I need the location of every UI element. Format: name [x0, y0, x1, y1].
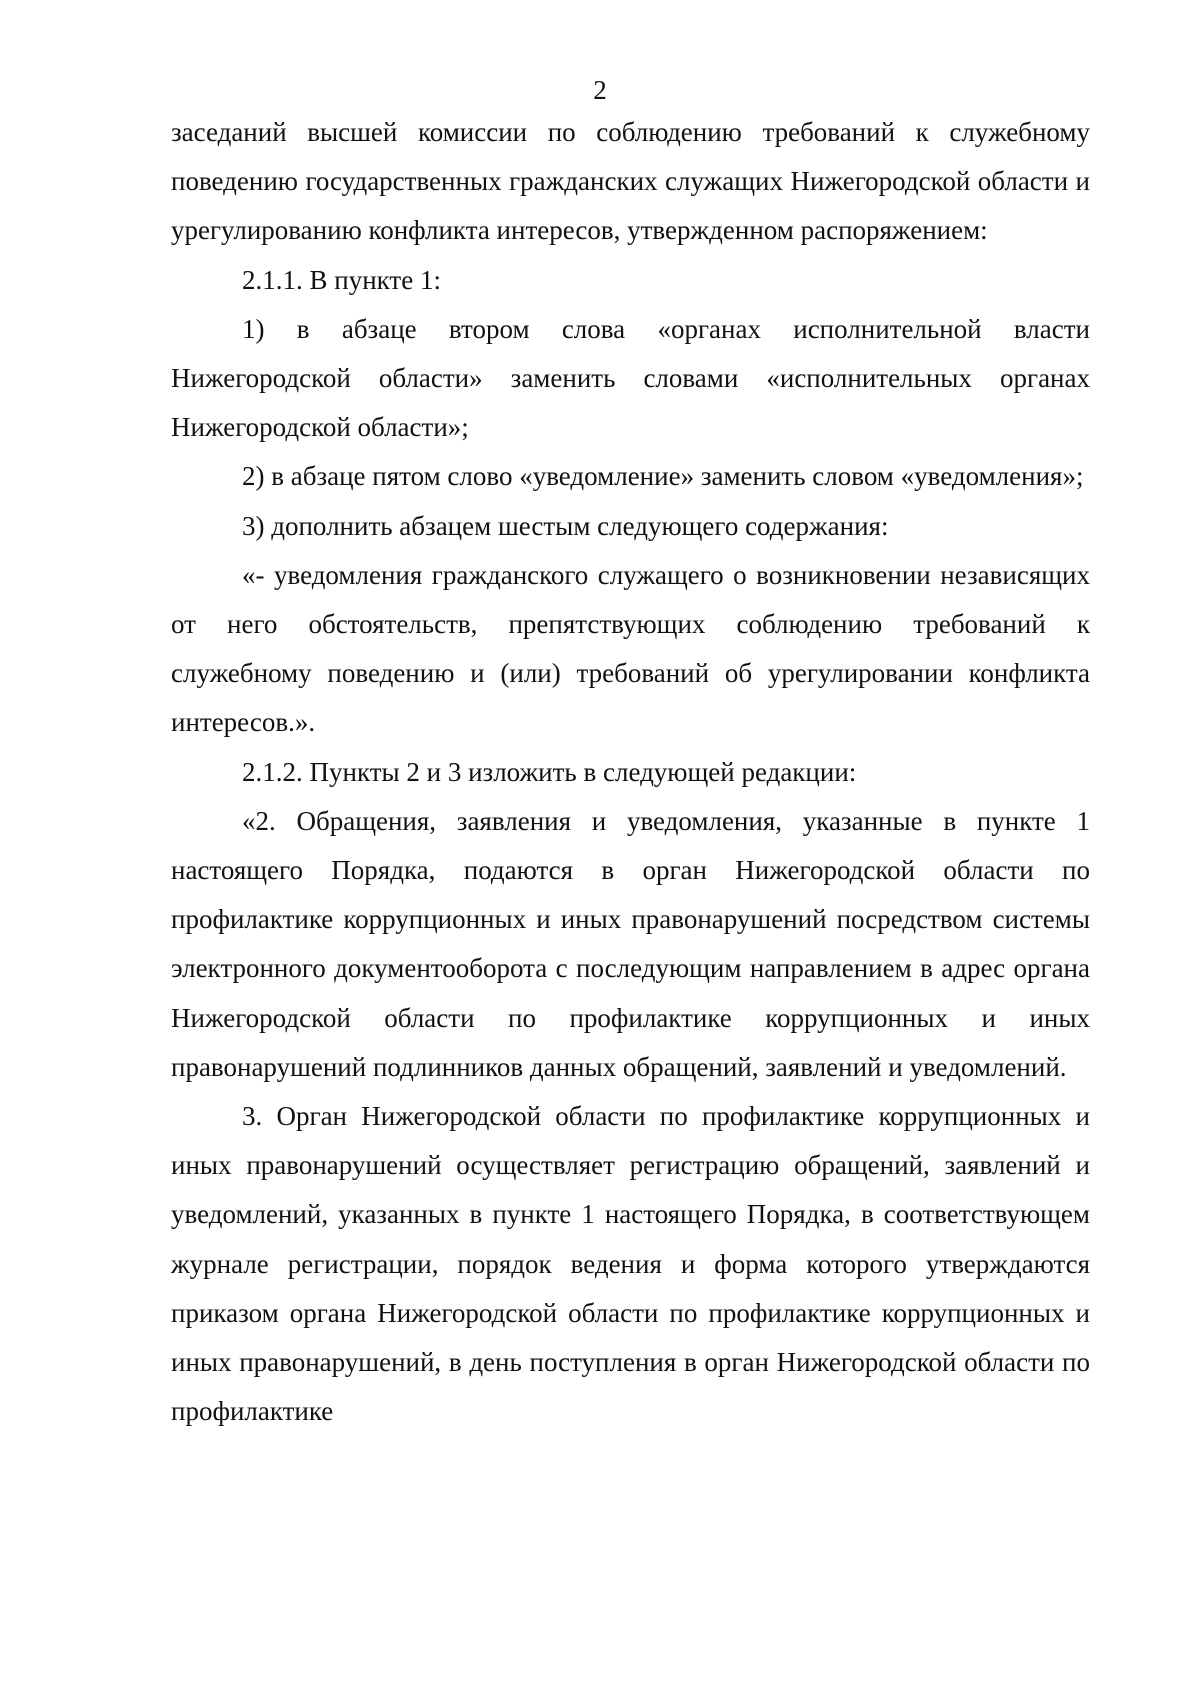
paragraph-clause-2-1-2: 2.1.2. Пункты 2 и 3 изложить в следующей редакции:	[242, 756, 857, 787]
document-body	[171, 108, 1090, 1436]
paragraph-point-3: 3. Орган Нижегородской области по профилактике коррупционных и иных правонарушений осуществляет регистрацию обращений, заявлений и уведомлений, указанных в пункте 1 настоящего Порядка, в соответствующем журнале регистрации, порядок ведения и форма которого утверждаются приказом органа Нижегородской области по профилактике коррупционных и иных правонарушений, в день поступления в орган Нижегородской области по профилактике	[171, 1101, 1090, 1427]
paragraph-clause-2-1-1: 2.1.1. В пункте 1:	[242, 264, 441, 295]
paragraph-point-2: «2. Обращения, заявления и уведомления, указанные в пункте 1 настоящего Порядка, подаются в орган Нижегородской области по профилактике коррупционных и иных правонарушений посредством системы электронного документооборота с последующим направлением в адрес органа Нижегородской области по профилактике коррупционных и иных правонарушений подлинников данных обращений, заявлений и уведомлений.	[171, 805, 1090, 1082]
paragraph-continuation: заседаний высшей комиссии по соблюдению требований к служебному поведению государственных гражданских служащих Нижегородской области и урегулированию конфликта интересов, утвержденном распоряжением:	[171, 117, 1090, 246]
paragraph-quoted-addition: «- уведомления гражданского служащего о возникновении независящих от него обстоятельств, препятствующих соблюдению требований к служебному поведению и (или) требований об урегулировании конфликта интересов.».	[171, 559, 1090, 738]
paragraph-item-1: 1) в абзаце втором слова «органах исполнительной власти Нижегородской области» заменить словами «исполнительных органах Нижегородской области»;	[171, 313, 1090, 443]
paragraph-item-2: 2) в абзаце пятом слово «уведомление» заменить словом «уведомления»;	[242, 461, 1084, 492]
page-number: 2	[593, 75, 607, 105]
paragraph-item-3: 3) дополнить абзацем шестым следующего содержания:	[242, 510, 889, 541]
